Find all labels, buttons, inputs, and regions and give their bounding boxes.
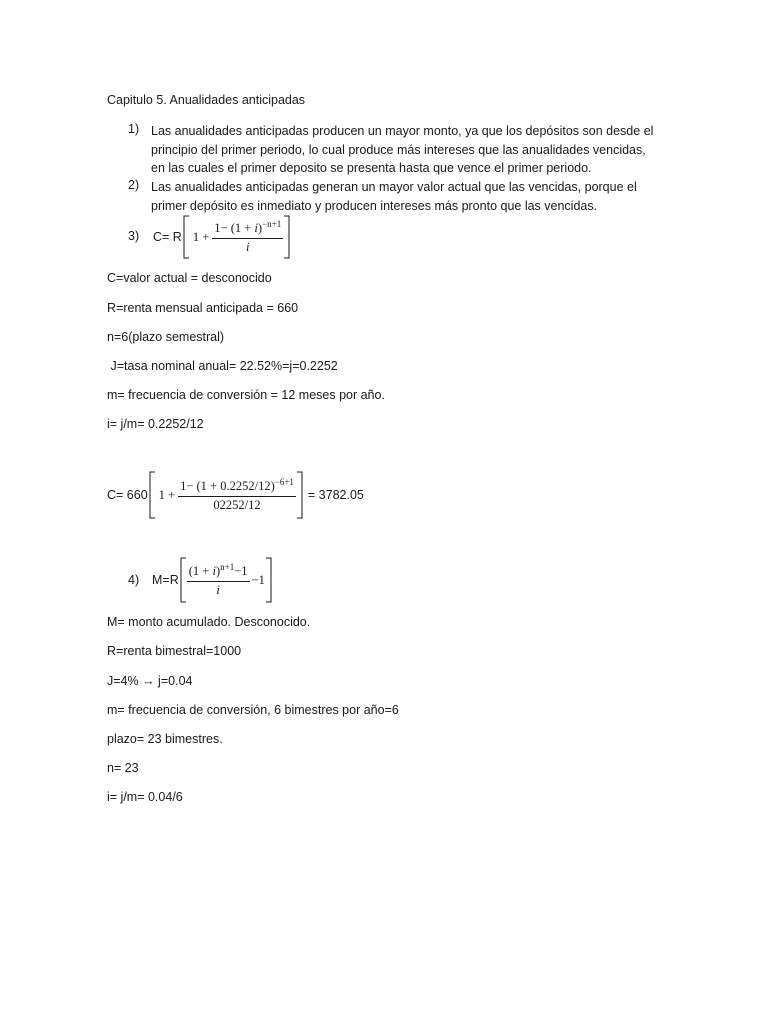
definition-line: i= j/m= 0.04/6 [107, 790, 183, 804]
formula-3-lhs: C= R [153, 230, 182, 244]
left-bracket-icon [179, 557, 187, 603]
item-1-line: principio del primer periodo, lo cual produce más intereses que las anualidades vencidas, [151, 142, 646, 157]
definition-line: C=valor actual = desconocido [107, 271, 272, 285]
calc-one-plus: 1 + [158, 487, 176, 502]
formula-4-lhs: M=R [152, 573, 179, 587]
definition-line: m= frecuencia de conversión, 6 bimestres por año=6 [107, 703, 399, 717]
formula-3-one-plus: 1 + [192, 229, 210, 244]
formula-future-value [152, 557, 273, 603]
calc-result: = 3782.05 [307, 488, 364, 502]
definition-line: M= monto acumulado. Desconocido. [107, 615, 311, 629]
formula-4-tail: −1 [251, 572, 265, 587]
formula-calculation [107, 471, 364, 519]
definition-line: i= j/m= 0.2252/12 [107, 417, 204, 431]
item-2-line: primer depósito es inmediato y producen intereses más pronto que las vencidas. [151, 198, 598, 213]
calc-lhs: C= 660 [107, 488, 148, 502]
left-bracket-icon [148, 471, 156, 519]
definition-line: n= 23 [107, 761, 139, 775]
document-heading: Capitulo 5. Anualidades anticipadas [107, 93, 306, 107]
definition-line: R=renta bimestral=1000 [107, 644, 242, 658]
formula-present-value [153, 215, 291, 259]
item-2-paragraph [151, 178, 637, 215]
definition-line: plazo= 23 bimestres. [107, 732, 223, 746]
item-1-line: en las cuales el primer deposito se presenta hasta que vence el primer periodo. [151, 161, 592, 175]
calc-exponent: −6+1 [274, 477, 294, 488]
formula-4-numerator: $(1 + i)^{n+1}-1$ [187, 562, 250, 581]
definition-line: m= frecuencia de conversión = 12 meses por año. [107, 388, 385, 402]
item-1-line: Las anualidades anticipadas producen un mayor monto, ya que los depósitos son desde el [151, 124, 654, 138]
formula-3-fraction [212, 219, 283, 254]
formula-4-fraction [187, 562, 250, 597]
calc-numerator: $1- (1 + 0.2252/12)^{-6+1}$ [178, 477, 296, 496]
formula-3-numerator: $1- (1 + i)^{-n+1}$ [212, 219, 283, 238]
definition-line: J=tasa nominal anual= 22.52%=j=0.2252 [107, 359, 338, 373]
definition-line: n=6(plazo semestral) [107, 330, 225, 344]
formula-3-exponent: −n+1 [262, 219, 282, 230]
right-bracket-icon [265, 557, 273, 603]
item-3-number: 3) [128, 229, 140, 243]
definition-line: R=renta mensual anticipada = 660 [107, 301, 299, 315]
calc-fraction [178, 477, 296, 512]
definition-line: J=4% → j=0.04 [107, 674, 193, 688]
item-1-number: 1) [128, 122, 140, 136]
formula-4-denominator: i [216, 582, 220, 597]
right-bracket-icon [283, 215, 291, 259]
left-bracket-icon [182, 215, 190, 259]
formula-4-exponent: n+1 [220, 562, 235, 573]
item-1-paragraph [151, 122, 653, 178]
item-2-line: Las anualidades anticipadas generan un mayor valor actual que las vencidas, porque el [151, 180, 637, 194]
formula-3-denominator: i [246, 239, 250, 254]
item-2-number: 2) [128, 178, 140, 192]
calc-denominator: 02252/12 [213, 497, 261, 512]
right-bracket-icon [296, 471, 304, 519]
item-4-number: 4) [128, 573, 140, 587]
